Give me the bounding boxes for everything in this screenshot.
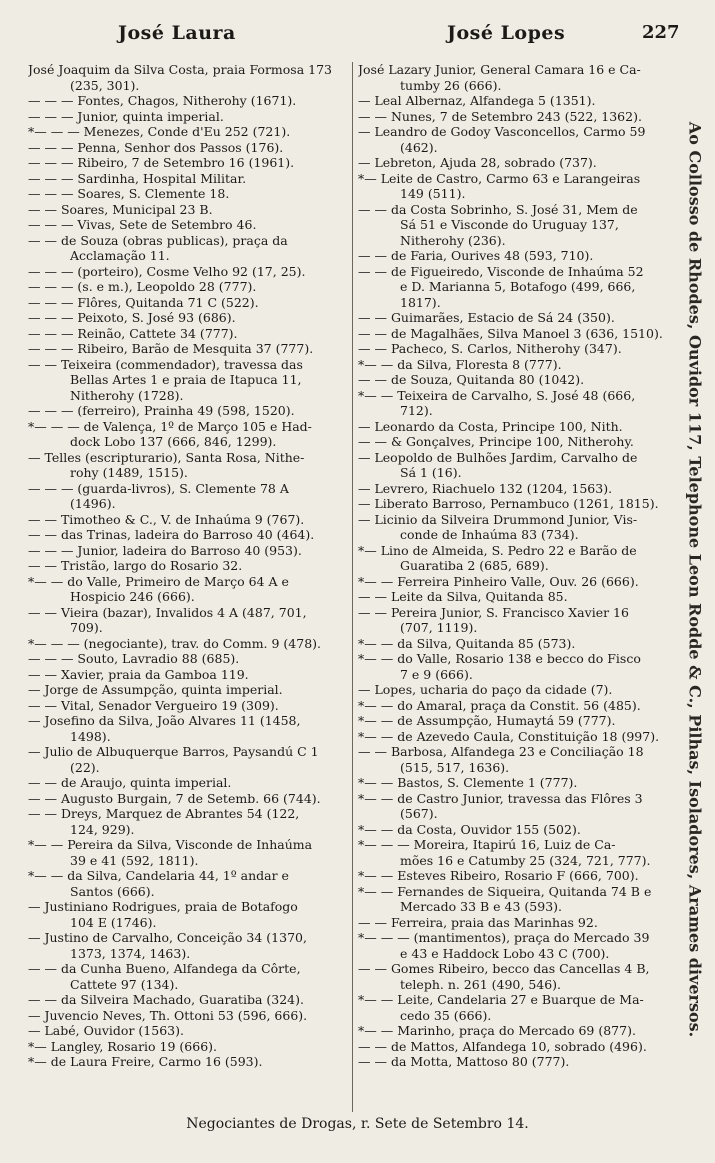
left-entry-line: *— — — (negociante), trav. do Comm. 9 (478). <box>28 635 321 651</box>
page-number: 227 <box>642 22 680 43</box>
right-entry-line: Sá 1 (16). <box>400 465 462 480</box>
left-entry-line: Santos (666). <box>70 883 155 899</box>
left-entry-line: — — da Silveira Machado, Guaratiba (324). <box>28 992 304 1007</box>
column-divider <box>352 62 353 1112</box>
left-running-head: José Laura <box>118 22 236 44</box>
right-entry-line: e 43 e Haddock Lobo 43 C (700). <box>400 945 610 961</box>
left-entry-line: *— — — de Valença, 1º de Março 105 e Had- <box>28 418 312 434</box>
right-entry-line: (462). <box>400 139 438 155</box>
right-entry-line: — — de Faria, Ourives 48 (593, 710). <box>358 248 594 263</box>
right-entry-line: 712). <box>400 403 433 418</box>
right-entry-line: *— Lino de Almeida, S. Pedro 22 e Barão de <box>358 542 637 558</box>
left-entry-line: 1373, 1374, 1463). <box>70 945 191 961</box>
right-entry-line: — Lopes, ucharia do paço da cidade (7). <box>358 682 613 697</box>
page-header <box>0 22 715 52</box>
right-entry-line: — — & Gonçalves, Principe 100, Nitherohy. <box>358 434 634 449</box>
side-advertisement-text: Ao Collosso de Rhodes, Ouvidor 117, Telephone Leon Rodde & C., Pilhas, Isoladores, Arames diversos. <box>685 121 705 1038</box>
right-entry-line: — — Ferreira, praia das Marinhas 92. <box>358 914 598 930</box>
left-entry-line: — Josefino da Silva, João Alvares 11 (1458, <box>28 713 301 728</box>
right-entry-line: — — Pereira Junior, S. Francisco Xavier 16 <box>358 604 629 620</box>
left-entry-line: — Juvencio Neves, Th. Ottoni 53 (596, 666). <box>28 1007 308 1023</box>
left-entry-line: — — — (porteiro), Cosme Velho 92 (17, 25). <box>28 263 306 279</box>
right-entry-line: *— — de Castro Junior, travessa das Flôres 3 <box>358 790 643 806</box>
left-entry-line: 709). <box>70 620 103 635</box>
right-entry-line: Guaratiba 2 (685, 689). <box>400 558 549 573</box>
right-entry-line: — — Leite da Silva, Quitanda 85. <box>358 589 568 604</box>
left-entry-line: — — — Vivas, Sete de Setembro 46. <box>28 217 257 232</box>
right-entry-line: (515, 517, 1636). <box>400 759 510 775</box>
left-column <box>28 62 350 1112</box>
right-entry-line: — — de Figueiredo, Visconde de Inhaúma 52 <box>358 263 644 279</box>
right-entry-line: 149 (511). <box>400 186 466 201</box>
left-entry-line: — — — Penna, Senhor dos Passos (176). <box>28 139 284 155</box>
right-entry-line: — — de Mattos, Alfandega 10, sobrado (496). <box>358 1038 647 1054</box>
left-entry-line: (1496). <box>70 496 116 511</box>
left-entry-line: *— — da Silva, Candelaria 44, 1º andar e <box>28 868 289 883</box>
right-entry-line: — — da Costa Sobrinho, S. José 31, Mem de <box>358 201 638 217</box>
right-entry-line: — Lebreton, Ajuda 28, sobrado (737). <box>358 155 597 170</box>
left-entry-line: — Julio de Albuquerque Barros, Paysandú C 1 <box>28 744 319 759</box>
right-entry-line: — — Guimarães, Estacio de Sá 24 (350). <box>358 310 615 325</box>
left-entry-line: — Jorge de Assumpção, quinta imperial. <box>28 682 283 697</box>
left-entry-line: Nitherohy (1728). <box>70 387 184 403</box>
right-entry-line: — — de Magalhães, Silva Manoel 3 (636, 1510). <box>358 325 663 341</box>
right-column <box>358 62 675 1112</box>
left-entry-line: — — Vital, Senador Vergueiro 19 (309). <box>28 697 279 713</box>
right-entry-line: *— — de Azevedo Caula, Constituição 18 (997). <box>358 728 660 744</box>
left-entry-line: Cattete 97 (134). <box>70 976 179 992</box>
right-entry-line: tumby 26 (666). <box>400 77 502 93</box>
right-entry-line: cedo 35 (666). <box>400 1007 492 1023</box>
left-entry-line: — — Timotheo & C., V. de Inhaúma 9 (767). <box>28 511 305 527</box>
left-entry-line: — — — (s. e m.), Leopoldo 28 (777). <box>28 279 257 294</box>
left-entry-line: — Justiniano Rodrigues, praia de Botafogo <box>28 899 298 914</box>
right-entry-line: *— — da Costa, Ouvidor 155 (502). <box>358 821 581 837</box>
right-entry-line: (567). <box>400 806 438 821</box>
right-entry-line: Mercado 33 B e 43 (593). <box>400 899 562 914</box>
left-entry-line: *— — — Menezes, Conde d'Eu 252 (721). <box>28 124 291 139</box>
right-entry-line: — Leandro de Godoy Vasconcellos, Carmo 59 <box>358 124 646 139</box>
left-entry-line: — — da Cunha Bueno, Alfandega da Côrte, <box>28 961 301 976</box>
right-entry-line: mões 16 e Catumby 25 (324, 721, 777). <box>400 852 651 868</box>
right-entry-line: *— — — (mantimentos), praça do Mercado 39 <box>358 930 650 945</box>
right-entry-line: — — Gomes Ribeiro, becco das Cancellas 4 B, <box>358 961 650 976</box>
left-entry-line: dock Lobo 137 (666, 846, 1299). <box>70 434 277 449</box>
left-entry-line: — — Teixeira (commendador), travessa das <box>28 356 303 372</box>
left-entry-line: — — — Junior, quinta imperial. <box>28 108 224 124</box>
right-entry-line: — Leopoldo de Bulhões Jardim, Carvalho de <box>358 449 638 465</box>
right-entry-line: *— — da Silva, Quitanda 85 (573). <box>358 635 576 651</box>
left-entry-line: — Justino de Carvalho, Conceição 34 (1370, <box>28 930 307 945</box>
right-entry-line: Sá 51 e Visconde do Uruguay 137, <box>400 217 619 232</box>
right-entry-line: *— — Marinho, praça do Mercado 69 (877). <box>358 1023 636 1038</box>
left-entry-line: — — Augusto Burgain, 7 de Setemb. 66 (744). <box>28 790 321 806</box>
right-entry-line: — — da Motta, Mattoso 80 (777). <box>358 1054 570 1069</box>
right-entry-line: *— — da Silva, Floresta 8 (777). <box>358 356 562 372</box>
right-entry-line: *— — Leite, Candelaria 27 e Buarque de Ma- <box>358 992 644 1007</box>
right-entry-line: — — de Souza, Quitanda 80 (1042). <box>358 372 585 387</box>
left-entry-line: *— Langley, Rosario 19 (666). <box>28 1038 218 1054</box>
left-entry-line: Bellas Artes 1 e praia de Itapuca 11, <box>70 372 302 387</box>
left-entry-line: rohy (1489, 1515). <box>70 465 188 480</box>
right-entry-line: *— — Bastos, S. Clemente 1 (777). <box>358 775 578 790</box>
left-entry-line: 1498). <box>70 728 111 744</box>
right-entry-line: *— — de Assumpção, Humaytá 59 (777). <box>358 713 616 728</box>
right-entry-line: 1817). <box>400 294 441 310</box>
right-entry-line: e D. Marianna 5, Botafogo (499, 666, <box>400 279 636 294</box>
left-entry-line: — — de Araujo, quinta imperial. <box>28 775 232 790</box>
left-entry-line: 39 e 41 (592, 1811). <box>70 852 199 868</box>
left-entry-line: — — — Flôres, Quitanda 71 C (522). <box>28 294 259 310</box>
left-entry-line: — — Dreys, Marquez de Abrantes 54 (122, <box>28 806 300 821</box>
left-entry-line: 124, 929). <box>70 821 135 837</box>
left-entry-line: — Telles (escripturario), Santa Rosa, Nithe- <box>28 449 305 465</box>
left-entry-line: — — Tristão, largo do Rosario 32. <box>28 558 243 573</box>
right-entry-line: teleph. n. 261 (490, 546). <box>400 976 562 992</box>
right-entry-line: *— — Fernandes de Siqueira, Quitanda 74 B e <box>358 883 652 899</box>
left-entry-line: — — Vieira (bazar), Invalidos 4 A (487, 701, <box>28 604 307 620</box>
left-entry-line: (235, 301). <box>70 77 140 93</box>
left-entry-line: 104 E (1746). <box>70 914 157 930</box>
right-entry-line: — Leal Albernaz, Alfandega 5 (1351). <box>358 93 596 108</box>
right-entry-line: *— — — Moreira, Itapirú 16, Luiz de Ca- <box>358 837 616 852</box>
left-entry-line: Acclamação 11. <box>70 248 170 263</box>
left-entry-line: — — — Fontes, Chagos, Nitherohy (1671). <box>28 93 297 108</box>
right-entry-line: *— — Teixeira de Carvalho, S. José 48 (666, <box>358 387 636 403</box>
side-advertisement <box>678 80 710 1090</box>
right-entry-line: — Levrero, Riachuelo 132 (1204, 1563). <box>358 480 613 496</box>
right-entry-line: — — Barbosa, Alfandega 23 e Conciliação 18 <box>358 744 644 759</box>
right-entry-line: — — Pacheco, S. Carlos, Nitherohy (347). <box>358 341 622 356</box>
left-entry-line: — — — Peixoto, S. José 93 (686). <box>28 310 236 325</box>
left-entry-line: *— — Pereira da Silva, Visconde de Inhaúma <box>28 837 313 852</box>
right-entry-line: *— — do Valle, Rosario 138 e becco do Fisco <box>358 651 641 666</box>
left-entry-line: *— — do Valle, Primeiro de Março 64 A e <box>28 573 289 589</box>
right-entry-line: — Liberato Barroso, Pernambuco (1261, 1815). <box>358 496 659 511</box>
left-entry-line: — — — Ribeiro, 7 de Setembro 16 (1961). <box>28 155 295 170</box>
left-entry-line: — — — (ferreiro), Prainha 49 (598, 1520). <box>28 403 295 418</box>
left-entry-line: — — — (guarda-livros), S. Clemente 78 A <box>28 480 289 496</box>
left-entry-line: (22). <box>70 759 100 775</box>
left-entry-line: — Labé, Ouvidor (1563). <box>28 1023 184 1038</box>
right-entry-line: (707, 1119). <box>400 620 478 635</box>
left-entry-line: — — — Souto, Lavradio 88 (685). <box>28 651 240 666</box>
right-entry-line: — Licinio da Silveira Drummond Junior, Vis- <box>358 511 638 527</box>
left-entry-line: — — Soares, Municipal 23 B. <box>28 201 213 217</box>
left-entry-line: José Joaquim da Silva Costa, praia Formosa 173 <box>28 62 333 77</box>
left-entry-line: — — das Trinas, ladeira do Barroso 40 (464). <box>28 527 315 542</box>
right-entry-line: *— — do Amaral, praça da Constit. 56 (485). <box>358 697 641 713</box>
right-entry-line: *— — Esteves Ribeiro, Rosario F (666, 700). <box>358 868 639 883</box>
left-entry-line: — — Xavier, praia da Gamboa 119. <box>28 666 249 682</box>
left-entry-line: — — — Reinão, Cattete 34 (777). <box>28 325 238 341</box>
left-entry-line: Hospicio 246 (666). <box>70 589 195 604</box>
left-entry-line: — — — Soares, S. Clemente 18. <box>28 186 230 201</box>
left-entry-line: — — — Junior, ladeira do Barroso 40 (953). <box>28 542 302 558</box>
right-entry-line: Nitherohy (236). <box>400 232 506 248</box>
right-entry-line: conde de Inhaúma 83 (734). <box>400 527 579 542</box>
left-entry-line: *— de Laura Freire, Carmo 16 (593). <box>28 1054 263 1069</box>
left-entry-line: — — de Souza (obras publicas), praça da <box>28 232 288 248</box>
left-entry-line: — — — Sardinha, Hospital Militar. <box>28 170 247 186</box>
right-entry-line: — Leonardo da Costa, Principe 100, Nith. <box>358 418 623 434</box>
right-entry-line: José Lazary Junior, General Camara 16 e Ca- <box>358 62 641 77</box>
page-footer: Negociantes de Drogas, r. Sete de Setembro 14. <box>186 1116 529 1132</box>
right-entry-line: *— Leite de Castro, Carmo 63 e Larangeiras <box>358 170 641 186</box>
right-running-head: José Lopes <box>447 22 566 44</box>
left-entry-line: — — — Ribeiro, Barão de Mesquita 37 (777). <box>28 341 314 356</box>
right-entry-line: — — Nunes, 7 de Setembro 243 (522, 1362). <box>358 108 642 124</box>
right-entry-line: *— — Ferreira Pinheiro Valle, Ouv. 26 (666). <box>358 573 639 589</box>
right-entry-line: 7 e 9 (666). <box>400 666 473 682</box>
